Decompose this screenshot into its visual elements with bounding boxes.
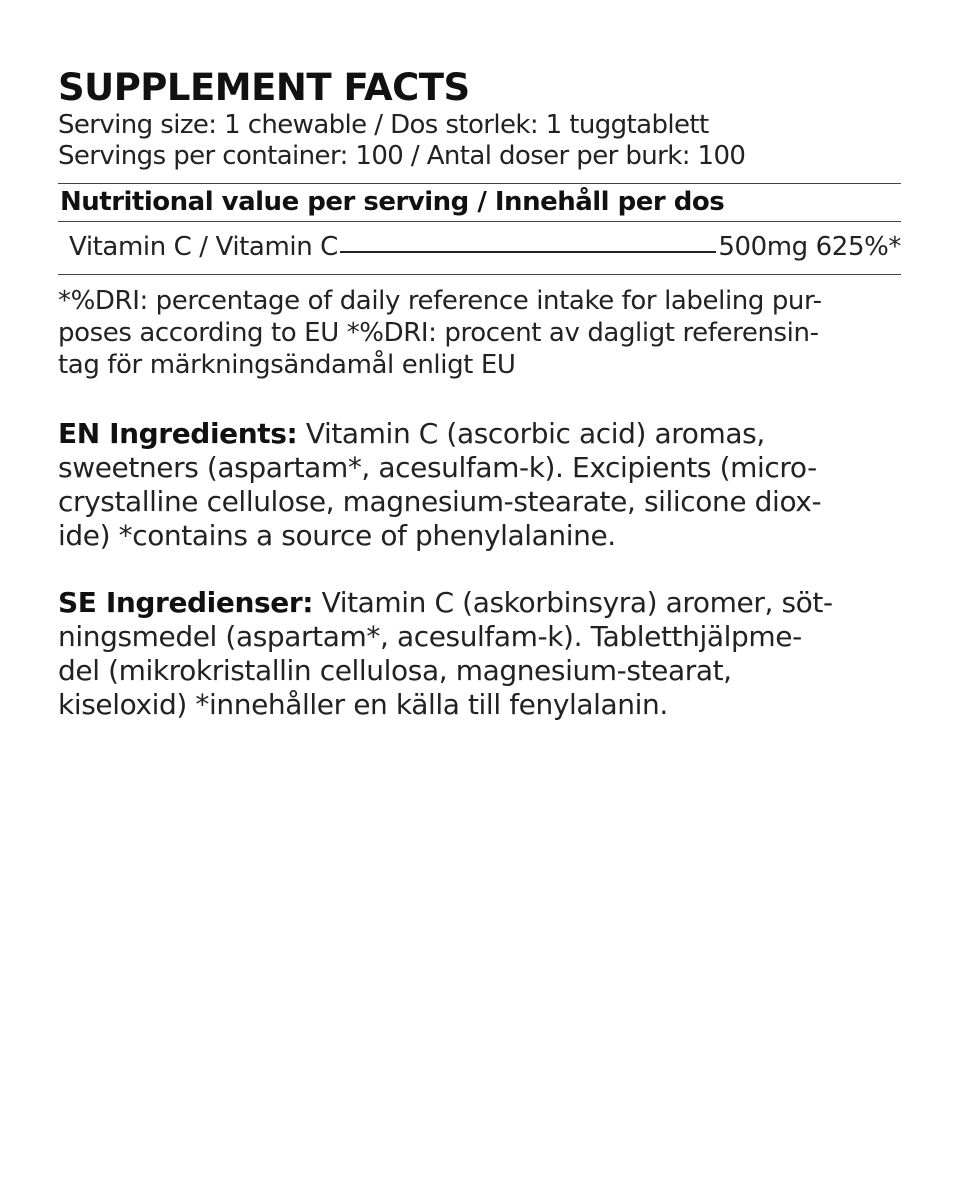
ingredients-se-line: ningsmedel (aspartam*, acesulfam-k). Tabletthjälpme- [58,620,802,653]
divider-bottom [58,274,901,275]
supplement-facts-label [58,66,901,722]
dri-note-line: tag för märkningsändamål enligt EU [58,350,516,380]
nutrient-name: Vitamin C / Vitamin C [69,232,338,262]
nutrient-values [718,222,901,272]
nutrient-row [58,222,901,274]
ingredients-en-label: EN Ingredients: [58,417,298,450]
ingredients-se-label: SE Ingredienser: [58,586,314,619]
dri-note-line: poses according to EU *%DRI: procent av dagligt referensin- [58,318,819,348]
ingredients-en-line: crystalline cellulose, magnesium-stearate, silicone diox- [58,485,822,518]
dri-note-line: *%DRI: percentage of daily reference intake for labeling pur- [58,286,822,316]
serving-size: Serving size: 1 chewable / Dos storlek: 1 tuggtablett [58,110,709,140]
nutrition-header: Nutritional value per serving / Innehåll per dos [60,187,725,217]
leader-line [340,251,716,253]
ingredients-se-line [58,586,901,620]
ingredients-se [58,586,901,722]
dri-note [58,285,901,381]
ingredients-en-line [58,417,901,451]
label-title: SUPPLEMENT FACTS [58,66,470,109]
nutrient-dri: 625%* [815,232,901,262]
ingredients-se-text: Vitamin C (askorbinsyra) aromer, söt- [313,586,833,619]
ingredients-en [58,417,901,553]
servings-per-container: Servings per container: 100 / Antal doser per burk: 100 [58,141,746,171]
ingredients-en-text: Vitamin C (ascorbic acid) aromas, [297,417,765,450]
ingredients-se-line: del (mikrokristallin cellulosa, magnesium-stearat, [58,654,732,687]
ingredients-en-line: sweetners (aspartam*, acesulfam-k). Excipients (micro- [58,451,817,484]
ingredients-se-line: kiseloxid) *innehåller en källa till fenylalanin. [58,688,668,721]
ingredients-en-line: ide) *contains a source of phenylalanine. [58,519,616,552]
nutrient-amount: 500mg [718,232,808,262]
